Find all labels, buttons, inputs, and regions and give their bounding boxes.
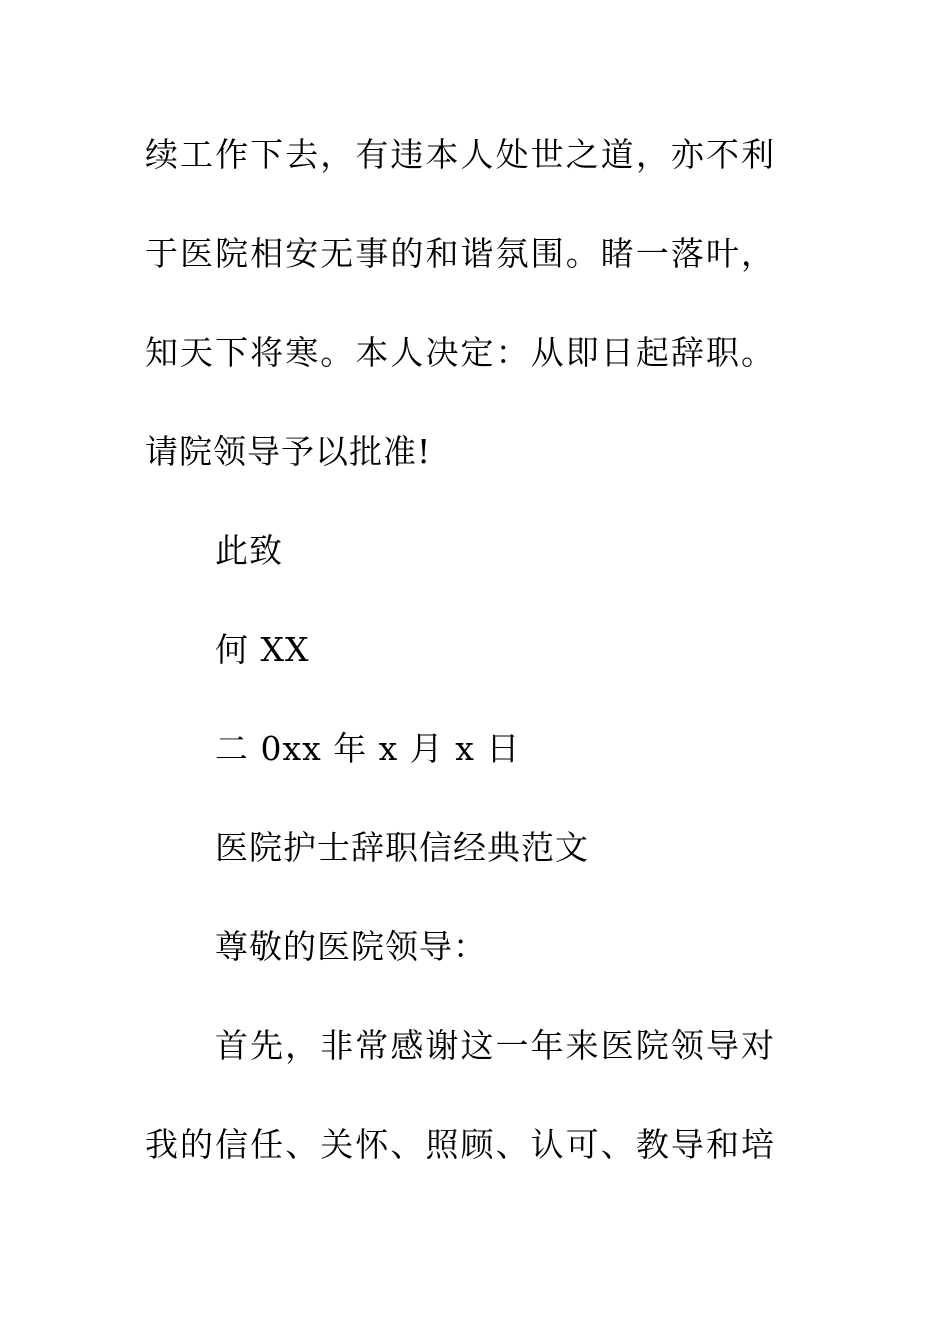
paragraph-second-line: 我的信任、关怀、照顾、认可、教导和培 [145,1125,775,1164]
closing-salutation: 此致 [215,531,283,570]
greeting: 尊敬的医院领导： [215,927,487,966]
paragraph-first-line: 首先，非常感谢这一年来医院领导对 [215,1026,775,1065]
signature-name: 何 XX [215,630,310,669]
body-line-2: 于医院相安无事的和谐氛围。睹一落叶， [145,234,775,273]
body-line-1: 续工作下去，有违本人处世之道，亦不利 [145,135,775,174]
signature-date: 二 0xx 年 x 月 x 日 [215,729,521,768]
section-title: 医院护士辞职信经典范文 [215,828,589,867]
body-line-4: 请院领导予以批准! [145,432,432,471]
body-line-3: 知天下将寒。本人决定：从即日起辞职。 [145,333,775,372]
